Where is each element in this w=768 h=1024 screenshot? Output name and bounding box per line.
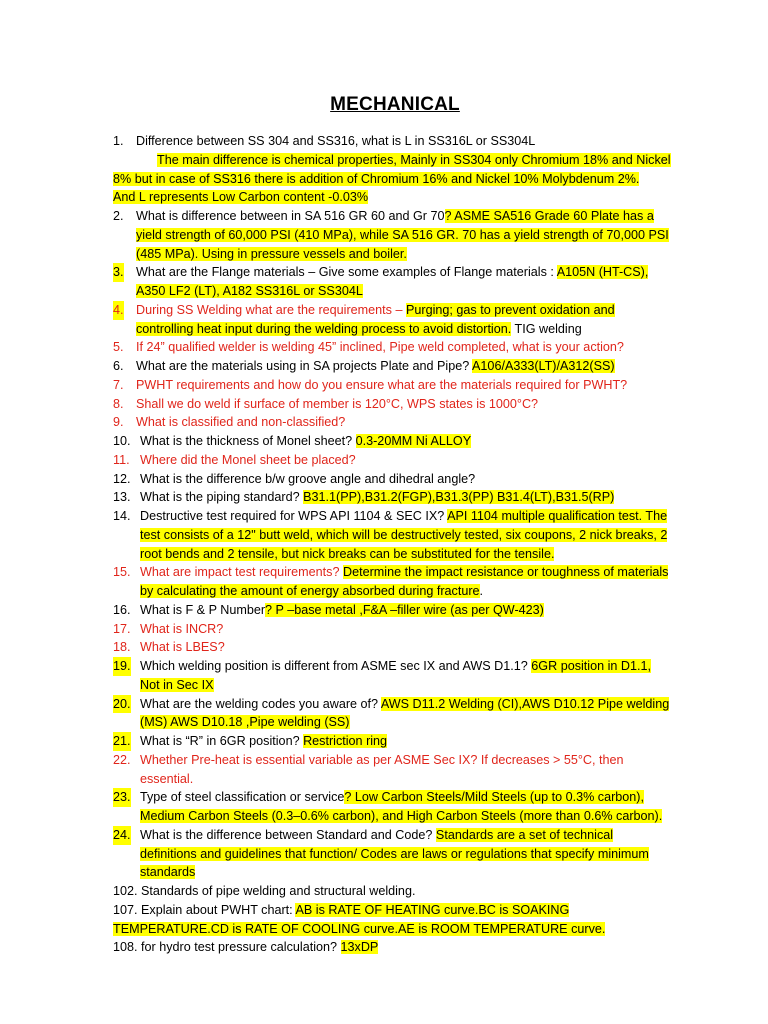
- question-text: PWHT requirements and how do you ensure what are the materials required for PWHT?: [136, 377, 628, 392]
- answer-text: B31.1(PP),B31.2(FGP),B31.3(PP) B31.4(LT),B31.5(RP): [303, 490, 615, 505]
- answer-text: ? ASME SA516 Grade 60 Plate has a yield strength of 60,000 PSI (410 MPa), while SA 516 GR. 70 has a yield strength of 70,000 PSI (485 MPa). Using in pressure vessels and boiler.: [136, 209, 669, 261]
- question-text: Shall we do weld if surface of member is 120°C, WPS states is 1000°C?: [136, 396, 539, 411]
- list-item: [113, 620, 673, 639]
- answer-text: ? Low Carbon Steels/Mild Steels (up to 0.3% carbon), Medium Carbon Steels (0.3–0.6% carbon), and High Carbon Steels (more than 0.6% carbon).: [140, 790, 663, 823]
- item-number: 23.: [113, 788, 131, 807]
- question-text: What are the Flange materials – Give some examples of Flange materials :: [136, 265, 557, 280]
- list-item: [113, 132, 673, 151]
- question-text: TIG welding: [511, 321, 582, 336]
- item-number: 5.: [113, 340, 124, 355]
- list-item: [113, 507, 673, 563]
- question-text: What are the welding codes you aware of?: [140, 696, 381, 711]
- item-number: 15.: [113, 565, 131, 580]
- question-text: Which welding position is different from ASME sec IX and AWS D1.1?: [140, 659, 532, 673]
- question-text: What is classified and non-classified?: [136, 415, 346, 430]
- list-item: [113, 563, 673, 601]
- question-text: What is “R” in 6GR position?: [140, 734, 304, 748]
- question-text: Whether Pre-heat is essential variable as per ASME Sec IX? If decreases > 55°C, then essential.: [140, 752, 624, 786]
- list-item: [113, 432, 673, 451]
- item-number: 9.: [113, 415, 124, 430]
- question-text: Difference between SS 304 and SS316, what is L in SS316L or SS304L: [136, 134, 536, 148]
- question-text: What is difference between in SA 516 GR 60 and Gr 70: [136, 209, 445, 223]
- question-text: .: [479, 584, 484, 598]
- question-text: What is the thickness of Monel sheet?: [140, 434, 356, 448]
- answer-text: 6GR position in D1.1, Not in Sec IX: [140, 659, 651, 692]
- list-item: [113, 470, 673, 489]
- question-text: If 24” qualified welder is welding 45” inclined, Pipe weld completed, what is your action?: [136, 340, 624, 355]
- list-item: [113, 451, 673, 470]
- question-text: Destructive test required for WPS API 1104 & SEC IX?: [140, 509, 448, 523]
- item-number: 20.: [113, 695, 131, 714]
- item-number: 24.: [113, 826, 131, 845]
- question-text: What is INCR?: [140, 621, 224, 636]
- item-number: 12.: [113, 471, 131, 486]
- list-item: [113, 901, 673, 939]
- list-item: [113, 638, 673, 657]
- question-text: What is the difference between Standard and Code?: [140, 827, 436, 842]
- list-item: [113, 826, 673, 882]
- item-number: 1.: [113, 134, 124, 148]
- question-text: What is F & P Number: [140, 602, 266, 617]
- item-number: 10.: [113, 434, 131, 448]
- question-text: What are impact test requirements?: [140, 565, 343, 580]
- answer-text: The main difference is chemical properties, Mainly in SS304 only Chromium 18% and Nickel 8% but in case of SS316 there is addition of Chromium 16% and Nickel 10% Molybdenum 2%.: [113, 152, 671, 186]
- answer-text: AWS D11.2 Welding (CI),AWS D10.12 Pipe welding (MS) AWS D10.18 ,Pipe welding (SS): [140, 696, 670, 730]
- list-item: [113, 695, 673, 733]
- question-text: 108. for hydro test pressure calculation?: [113, 940, 341, 955]
- item-number: 11.: [113, 452, 130, 467]
- list-item: [113, 751, 673, 789]
- answer-text: And L represents Low Carbon content -0.03%: [113, 190, 369, 205]
- item-number: 6.: [113, 359, 124, 373]
- answer-text: Standards are a set of technical definitions and guidelines that function/ Codes are laws or regulations that specify minimum standards: [140, 827, 649, 880]
- answer-text: Restriction ring: [303, 734, 388, 748]
- item-number: 16.: [113, 602, 131, 617]
- list-item: [113, 938, 673, 957]
- answer-text: Purging; gas to prevent oxidation and controlling heat input during the welding process to avoid distortion.: [136, 302, 615, 336]
- list-item: [113, 207, 673, 263]
- list-item: [113, 732, 673, 751]
- question-text: What is the piping standard?: [140, 490, 304, 505]
- item-number: 3.: [113, 263, 124, 282]
- question-text: Where did the Monel sheet be placed?: [140, 452, 356, 467]
- item-number: 4.: [113, 301, 124, 320]
- question-text: What are the materials using in SA projects Plate and Pipe?: [136, 359, 473, 373]
- question-list: [113, 132, 673, 957]
- item-number: 22.: [113, 752, 131, 767]
- item-number: 17.: [113, 621, 131, 636]
- answer-text: Determine the impact resistance or toughness of materials by calculating the amount of energy absorbed during fracture: [140, 565, 669, 598]
- answer-text: AB is RATE OF HEATING curve.BC is SOAKING TEMPERATURE.CD is RATE OF COOLING curve.AE is ROOM TEMPERATURE curve.: [113, 902, 606, 936]
- answer-text: ? P –base metal ,F&A –filler wire (as per QW-423): [265, 602, 544, 617]
- answer-text: 0.3-20MM Ni ALLOY: [355, 434, 472, 448]
- item-number: 19.: [113, 657, 131, 676]
- question-text: 107. Explain about PWHT chart:: [113, 902, 296, 917]
- item-number: 7.: [113, 377, 124, 392]
- list-item: [113, 882, 673, 901]
- list-item: [113, 413, 673, 432]
- answer-text: API 1104 multiple qualification test. The test consists of a 12" butt weld, which will be destructively tested, six coupons, 2 nick breaks, 2 root bends and 2 tensile, but nick breaks can be substituted for the tensile.: [140, 509, 668, 561]
- list-item: [113, 788, 673, 826]
- item-number: 8.: [113, 396, 124, 411]
- list-item: [113, 188, 673, 207]
- list-item: [113, 395, 673, 414]
- list-item: [113, 657, 673, 695]
- item-number: 13.: [113, 490, 131, 505]
- answer-text: A105N (HT-CS), A350 LF2 (LT), A182 SS316L or SS304L: [136, 265, 649, 298]
- question-text: What is the difference b/w groove angle and dihedral angle?: [140, 471, 476, 486]
- list-item: [113, 376, 673, 395]
- item-number: 2.: [113, 209, 124, 223]
- list-item: [113, 488, 673, 507]
- answer-text: 13xDP: [340, 940, 379, 955]
- answer-text: A106/A333(LT)/A312(SS): [472, 359, 615, 373]
- list-item: [113, 151, 673, 189]
- item-number: 18.: [113, 640, 131, 655]
- list-item: [113, 357, 673, 376]
- question-text: Type of steel classification or service: [140, 790, 345, 805]
- question-text: During SS Welding what are the requirements –: [136, 302, 406, 317]
- question-text: 102. Standards of pipe welding and structural welding.: [113, 884, 416, 898]
- page-title: MECHANICAL: [330, 94, 460, 115]
- list-item: [113, 263, 673, 301]
- item-number: 21.: [113, 732, 131, 751]
- item-number: 14.: [113, 509, 131, 523]
- list-item: [113, 338, 673, 357]
- list-item: [113, 601, 673, 620]
- question-text: What is LBES?: [140, 640, 225, 655]
- list-item: [113, 301, 673, 339]
